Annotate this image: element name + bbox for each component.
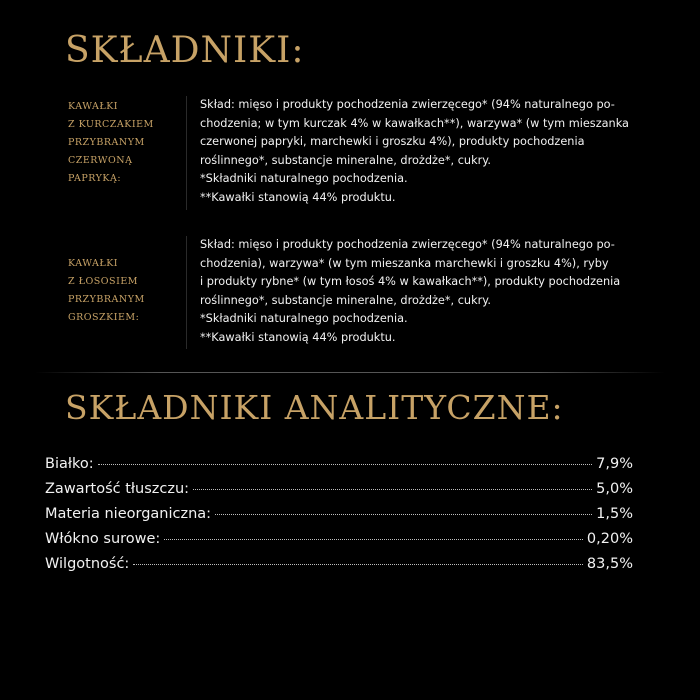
- analytical-name: Zawartość tłuszczu:: [45, 481, 190, 497]
- composition-salmon: [200, 236, 620, 347]
- composition-line: czerwonej papryki, marchewki i groszku 4%), produkty pochodzenia: [200, 135, 585, 148]
- composition-footnote: **Kawałki stanowią 44% produktu.: [200, 330, 396, 344]
- analytical-name: Wilgotność:: [45, 556, 130, 572]
- analytical-value: 7,9%: [596, 456, 633, 472]
- variant-label-line: PRZYBRANYM: [68, 137, 145, 148]
- composition-chicken: [200, 96, 629, 207]
- variant-label-salmon: [68, 255, 168, 327]
- composition-line: Skład: mięso i produkty pochodzenia zwierzęcego* (94% naturalnego po-: [200, 98, 615, 111]
- dot-leader: [215, 514, 592, 515]
- variant-label-line: Z KURCZAKIEM: [68, 119, 154, 130]
- analytical-value: 5,0%: [596, 481, 633, 497]
- separator-line: [186, 96, 187, 210]
- dot-leader: [193, 489, 592, 490]
- variant-label-chicken: [68, 98, 168, 188]
- composition-line: chodzenia; w tym kurczak 4% w kawałkach**), warzywa* (w tym mieszanka: [200, 116, 629, 130]
- composition-footnote: *Składniki naturalnego pochodzenia.: [200, 172, 408, 185]
- composition-footnote: *Składniki naturalnego pochodzenia.: [200, 312, 408, 325]
- analytical-row-fibre: [45, 531, 633, 547]
- dot-leader: [98, 464, 593, 465]
- analytical-name: Białko:: [45, 456, 94, 472]
- variant-label-line: KAWAŁKI: [68, 258, 119, 269]
- variant-label-line: PRZYBRANYM: [68, 294, 145, 305]
- composition-footnote: **Kawałki stanowią 44% produktu.: [200, 190, 396, 204]
- analytical-value: 1,5%: [596, 506, 633, 522]
- variant-label-line: GROSZKIEM:: [68, 312, 140, 323]
- analytical-row-protein: [45, 456, 633, 472]
- dot-leader: [164, 539, 583, 540]
- analytical-heading: SKŁADNIKI ANALITYCZNE:: [65, 388, 564, 427]
- composition-line: roślinnego*, substancje mineralne, drożdże*, cukry.: [200, 293, 491, 307]
- variant-label-line: CZERWONĄ: [68, 155, 133, 166]
- variant-label-line: Z ŁOSOSIEM: [68, 276, 138, 287]
- dot-leader: [133, 564, 583, 565]
- variant-label-line: PAPRYKĄ:: [68, 173, 122, 184]
- separator-line: [186, 236, 187, 349]
- variant-label-line: KAWAŁKI: [68, 101, 119, 112]
- analytical-row-moisture: [45, 556, 633, 572]
- ingredients-heading: SKŁADNIKI:: [65, 30, 305, 71]
- analytical-row-ash: [45, 506, 633, 522]
- section-divider: [35, 372, 665, 373]
- composition-line: chodzenia), warzywa* (w tym mieszanka marchewki i groszku 4%), ryby: [200, 256, 609, 270]
- analytical-name: Włókno surowe:: [45, 531, 161, 547]
- composition-line: Skład: mięso i produkty pochodzenia zwierzęcego* (94% naturalnego po-: [200, 238, 615, 251]
- composition-line: roślinnego*, substancje mineralne, drożdże*, cukry.: [200, 153, 491, 167]
- analytical-value: 83,5%: [586, 556, 633, 572]
- analytical-row-fat: [45, 481, 633, 497]
- analytical-name: Materia nieorganiczna:: [45, 506, 212, 522]
- analytical-value: 0,20%: [586, 531, 633, 547]
- composition-line: i produkty rybne* (w tym łosoś 4% w kawałkach**), produkty pochodzenia: [200, 275, 621, 288]
